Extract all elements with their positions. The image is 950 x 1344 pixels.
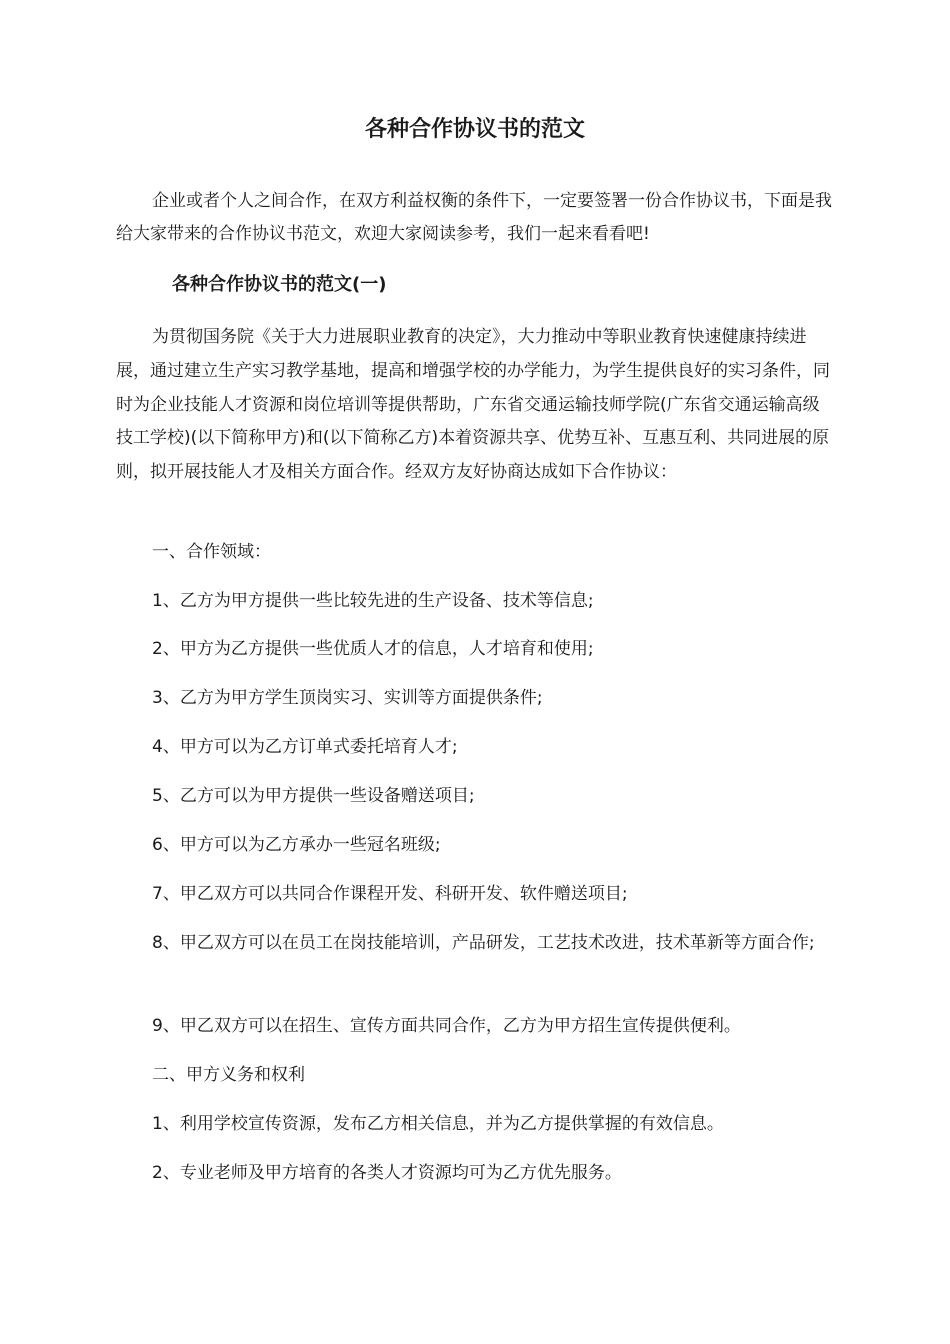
list-item: 8、甲乙双方可以在员工在岗技能培训，产品研发，工艺技术改进，技术革新等方面合作; [152,933,815,953]
part2-heading: 二、甲方义务和权利 [152,1065,305,1085]
document-title: 各种合作协议书的范文 [364,117,585,142]
intro-paragraph: 企业或者个人之间合作，在双方利益权衡的条件下，一定要签署一份合作协议书，下面是我给大家带来的合作协议书范文，欢迎大家阅读参考，我们一起来看看吧! [116,191,832,244]
list-item: 5、乙方可以为甲方提供一些设备赠送项目; [152,786,475,806]
list-item: 2、甲方为乙方提供一些优质人才的信息，人才培育和使用; [152,639,594,659]
list-item: 1、乙方为甲方提供一些比较先进的生产设备、技术等信息; [152,591,594,611]
section-heading: 各种合作协议书的范文(一) [172,274,387,295]
list-item: 7、甲乙双方可以共同合作课程开发、科研开发、软件赠送项目; [152,884,628,904]
list-item: 1、利用学校宣传资源，发布乙方相关信息，并为乙方提供掌握的有效信息。 [152,1114,724,1134]
list-item: 9、甲乙双方可以在招生、宣传方面共同合作，乙方为甲方招生宣传提供便利。 [152,1016,741,1036]
opening-paragraph: 为贯彻国务院《关于大力进展职业教育的决定》，大力推动中等职业教育快速健康持续进展，通过建立生产实习教学基地，提高和增强学校的办学能力，为学生提供良好的实习条件，同时为企业技能人才资源和岗位培训等提供帮助，广东省交通运输技师学院(广东省交通运输高级技工学校)(以下简称甲方)和(以下简称乙方)本着资源共享、优势互补、互惠互利、共同进展的原则，拟开展技能人才及相关方面合作。经双方友好协商达成如下合作协议： [116,327,830,483]
list-item: 6、甲方可以为乙方承办一些冠名班级; [152,835,441,855]
list-item: 3、乙方为甲方学生顶岗实习、实训等方面提供条件; [152,688,543,708]
list-item: 2、专业老师及甲方培育的各类人才资源均可为乙方优先服务。 [152,1163,622,1183]
list-item: 4、甲方可以为乙方订单式委托培育人才; [152,737,458,757]
part1-heading: 一、合作领域： [152,542,271,562]
